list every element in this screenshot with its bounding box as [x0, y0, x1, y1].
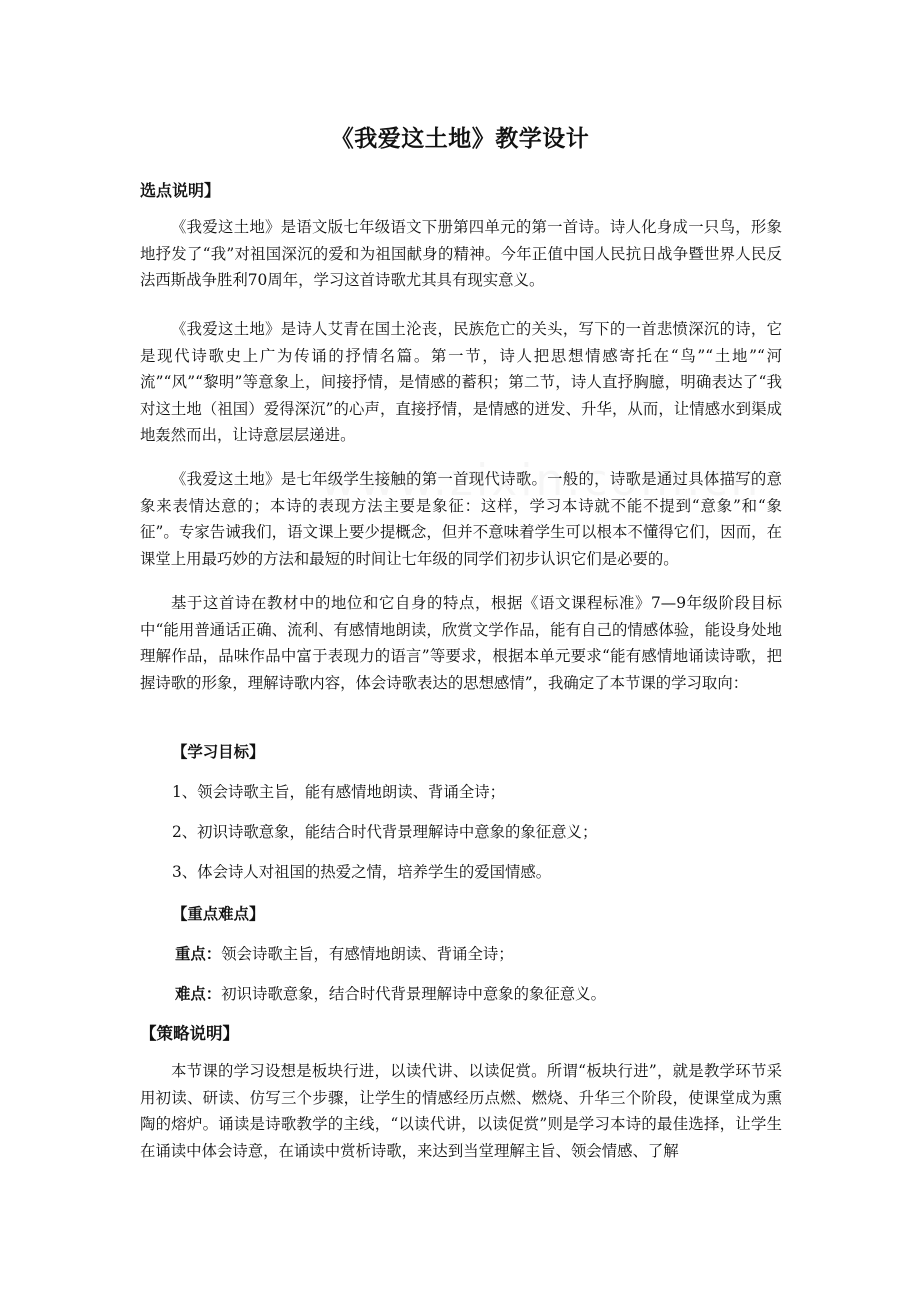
difficult-point-line: [175, 982, 606, 1004]
key-point-line: [175, 942, 514, 964]
section-heading-selection: 选点说明】: [140, 181, 221, 200]
keypoints-heading: 【重点难点】: [172, 905, 265, 923]
objective-item-3: 3、体会诗人对祖国的热爱之情，培养学生的爱国情感。: [172, 863, 552, 881]
difficult-point-label: 难点：: [175, 985, 222, 1003]
document-title: 《我爱这土地》教学设计: [330, 126, 590, 152]
objective-item-1: 1、领会诗歌主旨，能有感情地朗读、背诵全诗；: [172, 783, 505, 801]
paragraph-intro: 《我爱这土地》是语文版七年级语文下册第四单元的第一首诗。诗人化身成一只鸟，形象地抒发了“我”对祖国深沉的爱和为祖国献身的精神。今年正值中国人民抗日战争暨世界人民反法西斯战争胜利70周年，学习这首诗歌尤其具有现实意义。: [140, 218, 782, 289]
paragraph-method: 《我爱这土地》是七年级学生接触的第一首现代诗歌。一般的，诗歌是通过具体描写的意象来表情达意的；本诗的表现方法主要是象征：这样，学习本诗就不能不提到“意象”和“象征”。专家告诫我们，语文课上要少提概念，但并不意味着学生可以根本不懂得它们，因而，在课堂上用最巧妙的方法和最短的时间让七年级的同学们初步认识它们是必要的。: [140, 470, 782, 568]
paragraph-analysis: 《我爱这土地》是诗人艾青在国土沦丧，民族危亡的关头，写下的一首悲愤深沉的诗，它是现代诗歌史上广为传诵的抒情名篇。第一节，诗人把思想情感寄托在“鸟”“土地”“河流”“风”“黎明”等意象上，间接抒情，是情感的蓄积；第二节，诗人直抒胸臆，明确表达了“我对这土地（祖国）爱得深沉”的心声，直接抒情，是情感的迸发、升华，从而，让情感水到渠成地轰然而出，让诗意层层递进。: [140, 320, 782, 444]
paragraph-standard: 基于这首诗在教材中的地位和它自身的特点，根据《语文课程标准》7—9年级阶段目标中“能用普通话正确、流利、有感情地朗读，欣赏文学作品，能有自己的情感体验，能设身处地理解作品，品味作品中富于表现力的语言”等要求，根据本单元要求“能有感情地诵读诗歌，把握诗歌的形象，理解诗歌内容，体会诗歌表达的思想感情”，我确定了本节课的学习取向：: [140, 594, 782, 692]
objective-item-2: 2、初识诗歌意象，能结合时代背景理解诗中意象的象征意义；: [172, 823, 598, 841]
paragraph-strategy: 本节课的学习设想是板块行进，以读代讲、以读促赏。所谓“板块行进”，就是教学环节采用初读、研读、仿写三个步骤，让学生的情感经历点燃、燃烧、升华三个阶段，使课堂成为熏陶的熔炉。诵读是诗歌教学的主线，“以读代讲，以读促赏”则是学习本诗的最佳选择，让学生在诵读中体会诗意，在诵读中赏析诗歌，来达到当堂理解主旨、领会情感、了解: [140, 1062, 782, 1160]
objectives-heading: 【学习目标】: [172, 743, 265, 761]
difficult-point-text: 初识诗歌意象，结合时代背景理解诗中意象的象征意义。: [221, 985, 606, 1003]
key-point-label: 重点：: [175, 945, 222, 963]
strategy-heading: 【策略说明】: [140, 1024, 239, 1043]
key-point-text: 领会诗歌主旨，有感情地朗读、背诵全诗；: [221, 945, 514, 963]
